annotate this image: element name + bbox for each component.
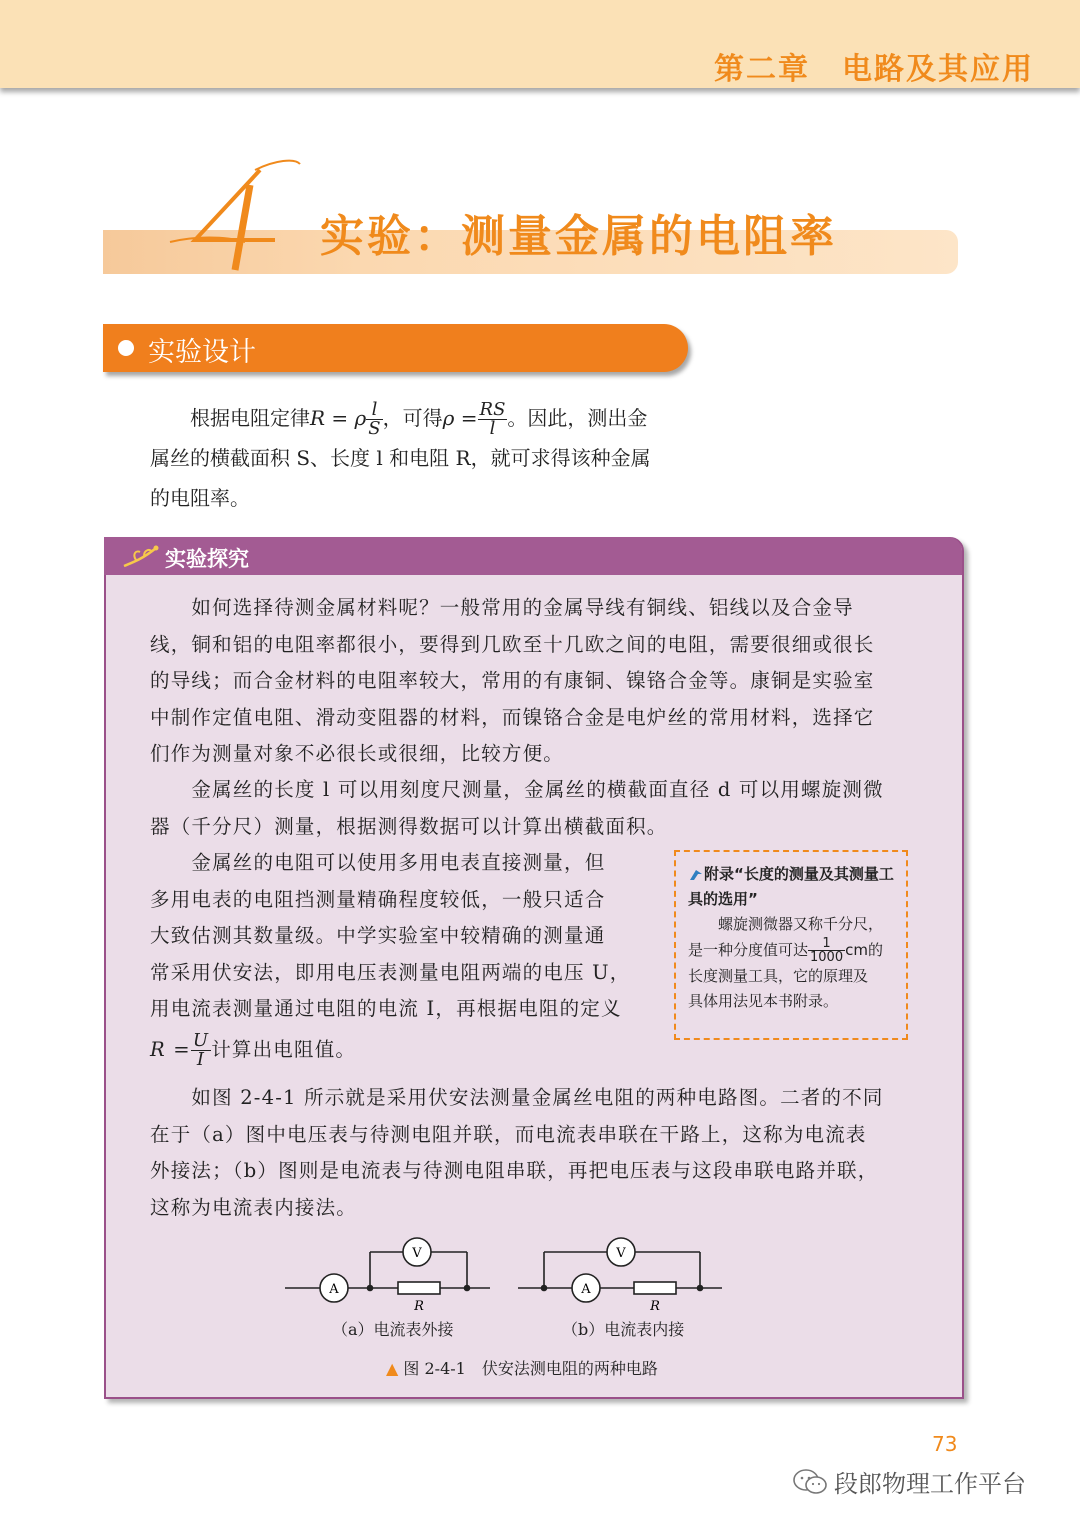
para1-line: 如何选择待测金属材料呢？一般常用的金属导线有铜线、铝线以及合金导: [150, 596, 854, 619]
wechat-icon: [792, 1468, 828, 1496]
fraction-u-over-i: $\frac{U}{I}$: [192, 1029, 210, 1070]
explore-para-4: [150, 1080, 920, 1226]
formula-resistivity: ρ =: [442, 406, 478, 430]
design-section-label: 实验设计: [148, 337, 256, 368]
fraction-rs-over-l: $\frac{RS}{l}$: [479, 399, 506, 439]
section-title: 实验：测量金属的电阻率: [320, 211, 837, 262]
voltmeter-a-label: V: [412, 1246, 422, 1261]
appendix-line-2: 是一种分度值可达 $\frac{1}{1000}$ cm的: [688, 936, 883, 965]
formula-r-prefix: R =: [150, 1037, 191, 1061]
para3-line: 大致估测其数量级。中学实验室中较精确的测量通: [150, 924, 606, 947]
formula-resistance: R = ρ: [310, 406, 367, 430]
figure-caption: [386, 1356, 658, 1379]
fraction-l-over-s: $\frac{l}{S}$: [368, 399, 381, 439]
bullet-icon: [118, 340, 134, 356]
para1-line: 中制作定值电阻、滑动变阻器的材料，而镍铬合金是电炉丝的常用材料，选择它: [150, 705, 875, 729]
circuit-a: [285, 1238, 490, 1302]
intro-line-2: 属丝的横截面积 S、长度 l 和电阻 R，就可求得该种金属: [150, 446, 651, 470]
chapter-title: 第二章 电路及其应用: [714, 52, 1034, 87]
triangle-icon: ▲: [386, 1359, 399, 1378]
para3-line: 金属丝的电阻可以使用多用电表直接测量，但: [150, 851, 606, 874]
intro-line-3: 的电阻率。: [150, 486, 250, 510]
para3-line: 常采用伏安法，即用电压表测量电阻两端的电压 U，: [150, 960, 631, 984]
para3-line: 多用电表的电阻挡测量精确程度较低，一般只适合: [150, 887, 606, 911]
explore-para-1: [150, 590, 920, 773]
ammeter-b-label: A: [581, 1282, 591, 1297]
para4-line: 这称为电流表内接法。: [150, 1195, 358, 1219]
para1-line: 的导线；而合金材料的电阻率较大，常用的有康铜、镍铬合金等。康铜是实验室: [150, 669, 875, 692]
para4-line: 如图 2-4-1 所示就是采用伏安法测量金属丝电阻的两种电路图。二者的不同: [150, 1086, 884, 1109]
para2-line: 金属丝的长度 l 可以用刻度尺测量，金属丝的横截面直径 d 可以用螺旋测微: [150, 778, 884, 801]
appendix-title: 附录“长度的测量及其测量工具的选用”: [688, 865, 894, 908]
watermark-text: 段郎物理工作平台: [834, 1470, 1026, 1498]
resistor-a-label: R: [414, 1299, 424, 1314]
arrow-icon: [688, 868, 704, 882]
caption-circuit-b: （b）电流表内接: [562, 1320, 685, 1339]
appendix-line-1: 螺旋测微器又称千分尺，: [688, 915, 884, 933]
appendix-note: [674, 850, 908, 1040]
fraction-1-over-1000: $\frac{1}{1000}$: [810, 936, 844, 965]
para2-line: 器（千分尺）测量，根据测得数据可以计算出横截面积。: [150, 814, 668, 838]
section-number-graphic: [165, 150, 305, 280]
intro-text-c: 。因此，测出金: [507, 406, 648, 430]
para1-line: 们作为测量对象不必很长或很细，比较方便。: [150, 742, 565, 765]
intro-text-a: 根据电阻定律: [190, 406, 310, 430]
appendix-line-3: 长度测量工具，它的原理及: [688, 967, 869, 985]
intro-text-b: ，可得: [382, 406, 443, 430]
voltmeter-b-label: V: [616, 1246, 626, 1261]
watermark: [792, 1464, 1026, 1499]
para1-line: 线，铜和铝的电阻率都很小，要得到几欧至十几欧之间的电阻，需要很细或很长: [150, 632, 875, 656]
para4-line: 外接法；（b）图则是电流表与待测电阻串联，再把电压表与这段串联电路并联，: [150, 1159, 879, 1182]
para3-end-text: 计算出电阻值。: [211, 1037, 357, 1061]
figure-caption-text: 图 2-4-1 伏安法测电阻的两种电路: [403, 1359, 658, 1378]
para4-line: 在于（a）图中电压表与待测电阻并联，而电流表串联在干路上，这称为电流表: [150, 1122, 867, 1146]
caption-circuit-a: （a）电流表外接: [332, 1320, 454, 1339]
explore-label: 实验探究: [165, 547, 249, 571]
intro-paragraph: [150, 398, 695, 518]
page-number: 73: [932, 1432, 958, 1456]
para3-line: 用电流表测量通过电阻的电流 I，再根据电阻的定义: [150, 997, 622, 1020]
ammeter-a-label: A: [329, 1282, 339, 1297]
appendix-line-4: 具体用法见本书附录。: [688, 992, 839, 1010]
explore-para-3: [150, 845, 660, 1069]
sprout-icon: [122, 544, 160, 570]
explore-para-2: [150, 772, 920, 845]
resistor-b-label: R: [650, 1299, 660, 1314]
